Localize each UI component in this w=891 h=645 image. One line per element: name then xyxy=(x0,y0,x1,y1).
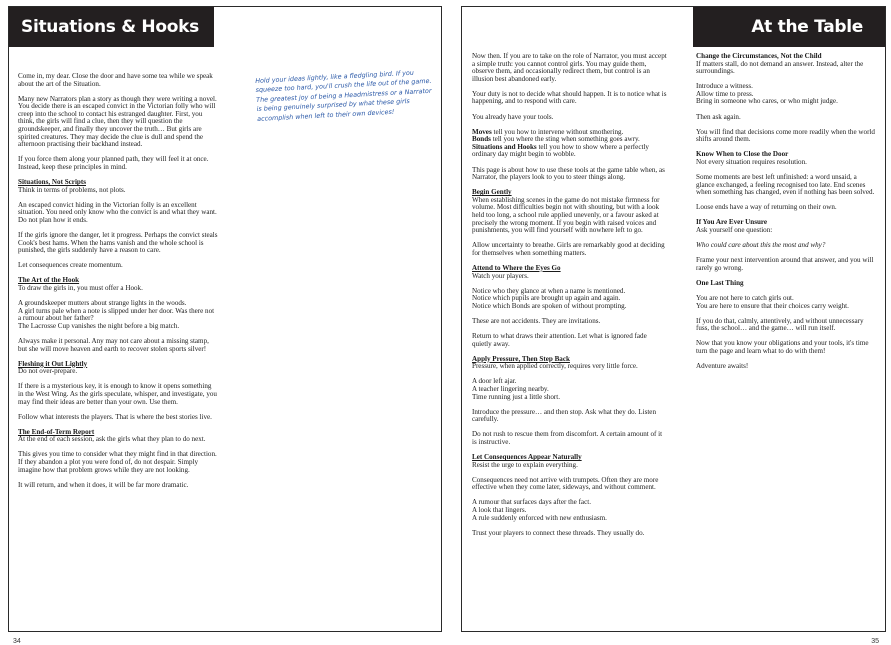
body-paragraph: If there is a mysterious key, it is enough to know it opens something in the West Wing. As the girls speculate, whisper, and investigate, you may find their ideas are better than your own. Use them. xyxy=(18,382,217,406)
body-paragraph: Do not rush to rescue them from discomfort. A certain amount of it is instructive. xyxy=(472,430,663,446)
hook-line: The Lacrosse Cup vanishes the night before a big match. xyxy=(18,321,180,330)
body-paragraph: If the girls ignore the danger, let it progress. Perhaps the convict steals Cook's best hams. When the hams vanish and the whole school is punished, the girls suddenly have a reason to care. xyxy=(18,231,218,255)
section-body: When establishing scenes in the game do not mistake firmness for volume. Most difficulties begin not with shouting, but with a look held too long, a school rule applied unevenly, or a favour asked at precisely the wrong moment. If you begin with raised voices and punishments, you will find yourself with nowhere left to go. xyxy=(472,195,660,235)
section-attend xyxy=(472,265,668,280)
term-situations: Situations and Hooks xyxy=(472,142,537,151)
left-page-title: Situations & Hooks xyxy=(21,17,199,37)
section-report xyxy=(18,429,218,444)
section-pressure xyxy=(472,356,668,371)
section-last xyxy=(696,280,876,288)
intro-paragraph-1: Come in, my dear. Close the door and have some tea while we speak about the art of the Situation. xyxy=(18,72,213,88)
last-list xyxy=(696,295,876,310)
list-item: You are here to ensure that their choices carry weight. xyxy=(696,301,849,310)
body-paragraph: An escaped convict hiding in the Victorian folly is an excellent situation. You need only know who the convict is and what they want. Do not plan how it ends. xyxy=(18,200,217,224)
right-page-header xyxy=(693,7,885,47)
body-paragraph: These are not accidents. They are invitations. xyxy=(472,316,601,325)
section-hook xyxy=(18,277,218,292)
section-subheading: Think in terms of problems, not plots. xyxy=(18,185,126,194)
section-heading: Begin Gently xyxy=(472,188,512,197)
hook-line: A groundskeeper mutters about strange lights in the woods. xyxy=(18,299,187,308)
section-heading: The End-of-Term Report xyxy=(18,427,95,436)
left-page xyxy=(8,6,442,645)
body-paragraph: This gives you time to consider what they might find in that direction. If they abandon a plot you were fond of, do not despair. Simply imagine how that problem grows while they are not looking. xyxy=(18,450,217,474)
list-item: You are not here to catch girls out. xyxy=(696,293,794,302)
body-paragraph: Trust your players to connect these threads. They usually do. xyxy=(472,528,645,537)
list-item: Notice which Bonds are spoken of without prompting. xyxy=(472,301,627,310)
list-item: Introduce a witness. xyxy=(696,82,753,91)
body-paragraph: You already have your tools. xyxy=(472,112,554,121)
intro-paragraph-2: Many new Narrators plan a story as though they were writing a novel. You decide there is an escaped convict in the Victorian folly who will creep into the school to contact his estranged daughter. First, you think, the girls will find a clue, then they will question the groundskeeper, and finally they uncover the truth… But girls are spirited creatures. They may decide the clue is dull and spend the afternoon practising their backhand instead. xyxy=(18,94,217,149)
term-moves-text: tell you how to intervene without smothering. xyxy=(491,127,624,136)
key-question: Who could care about this the most and why? xyxy=(696,241,826,250)
section-change xyxy=(696,53,876,76)
pressure-list xyxy=(472,378,668,401)
hook-examples xyxy=(18,300,218,330)
list-item: Notice who they glance at when a name is mentioned. xyxy=(472,286,626,295)
term-situations-text: tell you how to show where a perfectly ordinary day might begin to wobble. xyxy=(472,142,649,159)
body-paragraph: Then ask again. xyxy=(696,112,741,121)
body-paragraph: Now then. If you are to take on the role of Narrator, you must accept a simple truth: you cannot control girls. You may guide them, observe them, and occasionally redirect them, but control is an illusion best abandoned early. xyxy=(472,52,667,83)
section-subheading: If matters stall, do not demand an answer. Instead, alter the surroundings. xyxy=(696,59,864,76)
section-subheading: Ask yourself one question: xyxy=(696,226,773,234)
tools-list xyxy=(472,129,668,159)
list-item: A rumour that surfaces days after the fact. xyxy=(472,498,591,507)
section-consequences xyxy=(472,454,668,469)
body-paragraph: You will find that decisions come more readily when the world shifts around them. xyxy=(696,127,875,144)
term-bonds-text: tell you where the sting when something goes awry. xyxy=(490,135,640,144)
section-heading: Fleshing it Out Lightly xyxy=(18,359,88,368)
body-paragraph: Now that you know your obligations and your tools, it's time turn the page and learn what to do with them! xyxy=(696,339,869,355)
section-heading: Apply Pressure, Then Step Back xyxy=(472,354,570,363)
right-column-1 xyxy=(472,53,668,545)
body-paragraph: This page is about how to use these tools at the game table when, as Narrator, the players look to you to steer things along. xyxy=(472,165,665,182)
section-begin xyxy=(472,189,668,235)
body-paragraph: Introduce the pressure… and then stop. Ask what they do. Listen carefully. xyxy=(472,407,657,424)
section-subheading: Resist the urge to explain everything. xyxy=(472,460,578,469)
left-page-header xyxy=(9,7,214,47)
body-paragraph: Let consequences create momentum. xyxy=(18,261,123,270)
section-heading: Attend to Where the Eyes Go xyxy=(472,263,561,272)
change-list xyxy=(696,83,876,106)
section-heading: Know When to Close the Door xyxy=(696,150,789,159)
body-paragraph: Frame your next intervention around that answer, and you will rarely go wrong. xyxy=(696,256,874,272)
section-fleshing xyxy=(18,361,218,376)
section-close xyxy=(696,151,876,166)
right-page xyxy=(461,6,886,645)
body-paragraph: Loose ends have a way of returning on their own. xyxy=(696,203,837,212)
left-column xyxy=(18,73,218,497)
margin-note: Hold your ideas lightly, like a fledgling bird. If you squeeze too hard, you'll crush the life out of the game. The greatest joy of being a Headmistress or a Narrator is being genuinely surprised by what these girls accomplish when left to their own devices! xyxy=(255,68,432,123)
list-item: A door left ajar. xyxy=(472,377,517,386)
list-item: Time running just a little short. xyxy=(472,392,561,401)
section-heading: The Art of the Hook xyxy=(18,276,80,285)
right-column-2 xyxy=(696,53,876,378)
section-heading: Situations, Not Scripts xyxy=(18,178,86,187)
body-paragraph: It will return, and when it does, it will be far more dramatic. xyxy=(18,480,189,489)
term-bonds: Bonds xyxy=(472,135,491,144)
list-item: Notice which pupils are brought up again and again. xyxy=(472,294,621,303)
list-item: Bring in someone who cares, or who might judge. xyxy=(696,97,838,106)
section-subheading: Watch your players. xyxy=(472,271,529,280)
page-number: 35 xyxy=(871,638,879,645)
consequence-list xyxy=(472,499,668,522)
section-subheading: Do not over-prepare. xyxy=(18,367,78,376)
section-heading: If You Are Ever Unsure xyxy=(696,218,768,227)
body-paragraph: Consequences need not arrive with trumpets. Often they are more effective when they come later, sideways, and without comment. xyxy=(472,475,659,492)
body-paragraph: Some moments are best left unfinished: a word unsaid, a glance exchanged, a feeling recognised too late. End scenes when something has changed, even if nothing has been solved. xyxy=(696,173,875,197)
intro-paragraph-3: If you force them along your planned path, they will feel it at once. Instead, keep these principles in mind. xyxy=(18,155,209,171)
hook-line: Was there not a rumour about her father? xyxy=(18,306,215,323)
section-heading: Change the Circumstances, Not the Child xyxy=(696,52,822,60)
closing-line: Adventure awaits! xyxy=(696,362,749,371)
section-subheading: At the end of each session, ask the girls what they plan to do next. xyxy=(18,435,206,444)
section-subheading: Pressure, when applied correctly, requires very little force. xyxy=(472,362,638,371)
body-paragraph: Always make it personal. Any may not care about a missing stamp, but she will move heaven and earth to recover stolen sports silver! xyxy=(18,336,209,353)
list-item: A rule suddenly enforced with new enthusiasm. xyxy=(472,513,607,522)
section-situations xyxy=(18,179,218,194)
list-item: A look that lingers. xyxy=(472,506,527,515)
body-paragraph: If you do that, calmly, attentively, and without unnecessary fuss, the school… and the game… will run itself. xyxy=(696,316,864,333)
body-paragraph: Your duty is not to decide what should happen. It is to notice what is happening, and to respond with care. xyxy=(472,89,667,106)
list-item: Allow time to press. xyxy=(696,89,754,98)
hook-line: A girl turns pale when a note is slipped under her door. xyxy=(18,306,174,315)
list-item: A teacher lingering nearby. xyxy=(472,385,549,393)
body-paragraph: Follow what interests the players. That is where the best stories live. xyxy=(18,412,212,421)
section-subheading: To draw the girls in, you must offer a Hook. xyxy=(18,283,143,292)
section-heading: Let Consequences Appear Naturally xyxy=(472,453,582,462)
attend-list xyxy=(472,288,668,311)
page-number: 34 xyxy=(13,638,21,645)
body-paragraph: Allow uncertainty to breathe. Girls are remarkably good at deciding for themselves when something matters. xyxy=(472,241,665,257)
section-unsure xyxy=(696,219,876,234)
section-subheading: Not every situation requires resolution. xyxy=(696,157,807,166)
body-paragraph: Return to what draws their attention. Let what is ignored fade quietly away. xyxy=(472,332,647,348)
section-heading: One Last Thing xyxy=(696,278,744,287)
term-moves: Moves xyxy=(472,127,492,136)
right-page-title: At the Table xyxy=(751,17,863,37)
